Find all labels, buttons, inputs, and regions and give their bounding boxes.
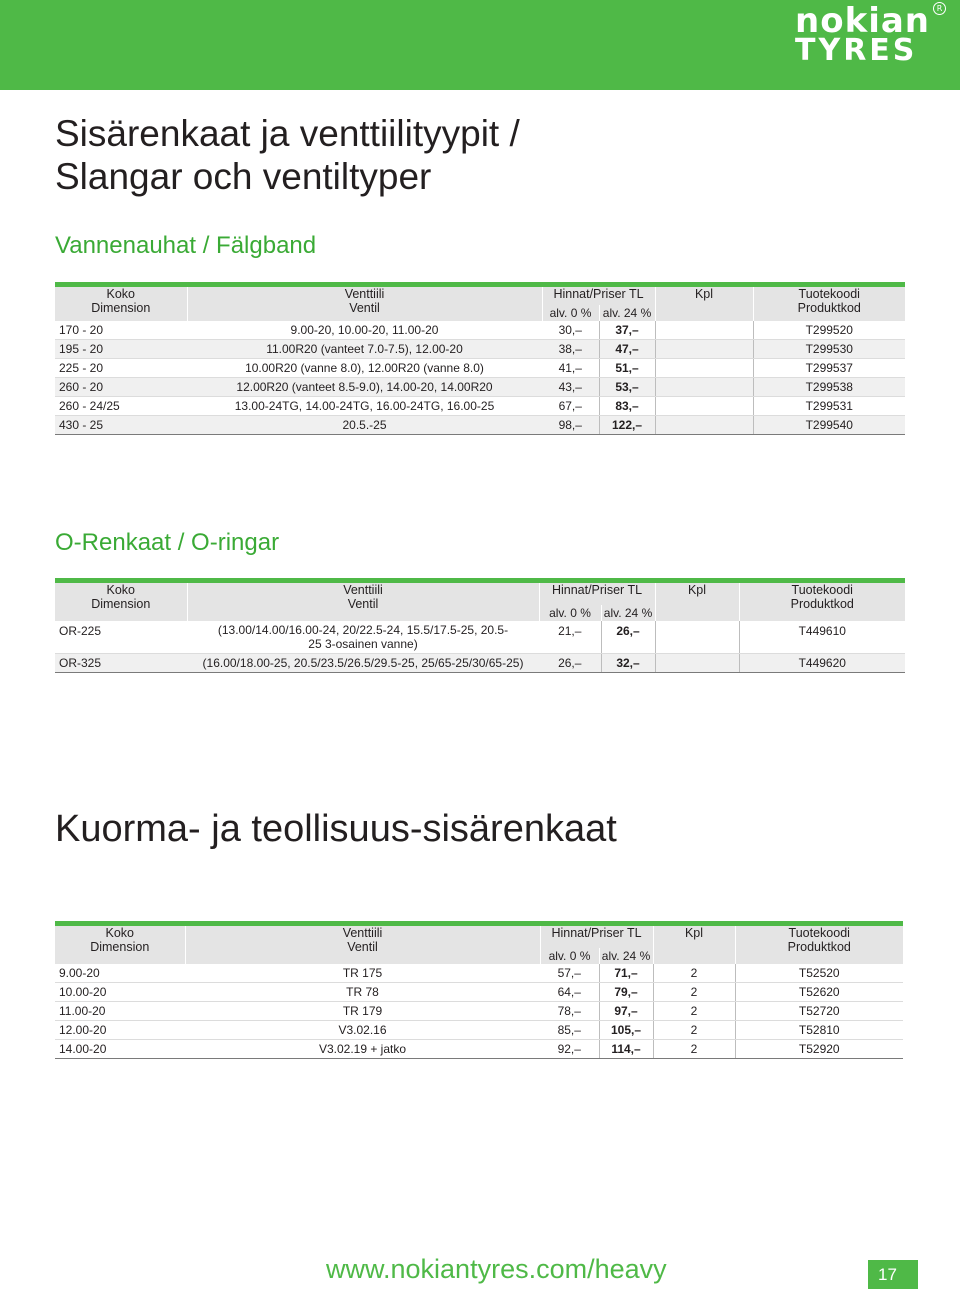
cell-price-vat0: 64,–	[540, 983, 599, 1002]
truck-tubes-table	[55, 921, 903, 1059]
table-row	[55, 983, 903, 1002]
cell-price-vat24: 105,–	[599, 1021, 653, 1040]
header-qty: Kpl	[653, 926, 735, 964]
cell-product-code: T52620	[735, 983, 903, 1002]
cell-price-vat24: 51,–	[599, 359, 655, 378]
table-row	[55, 397, 905, 416]
cell-dimension: 9.00-20	[55, 964, 185, 983]
cell-qty	[655, 416, 753, 435]
cell-valve: (13.00/14.00/16.00-24, 20/22.5-24, 15.5/17.5-25, 20.5-25 3-osainen vanne)	[187, 621, 539, 654]
cell-product-code: T52920	[735, 1040, 903, 1059]
header-product-code: Tuotekoodi Produktkod	[753, 287, 905, 321]
cell-valve: TR 78	[185, 983, 540, 1002]
table-row	[55, 378, 905, 397]
header-dimension: Koko Dimension	[55, 926, 185, 964]
cell-price-vat24: 79,–	[599, 983, 653, 1002]
cell-dimension: 225 - 20	[55, 359, 187, 378]
cell-qty: 2	[653, 1040, 735, 1059]
cell-valve: TR 175	[185, 964, 540, 983]
cell-dimension: OR-325	[55, 654, 187, 673]
header-price-vat0: alv. 0 %	[539, 605, 601, 621]
cell-product-code: T299530	[753, 340, 905, 359]
header-price-vat24: alv. 24 %	[601, 605, 655, 621]
cell-valve: 10.00R20 (vanne 8.0), 12.00R20 (vanne 8.0)	[187, 359, 542, 378]
cell-valve: 12.00R20 (vanteet 8.5-9.0), 14.00-20, 14.00R20	[187, 378, 542, 397]
header-valve: Venttiili Ventil	[185, 926, 540, 964]
header-price-vat24: alv. 24 %	[599, 948, 653, 964]
cell-product-code: T299537	[753, 359, 905, 378]
page-title-line1: Sisärenkaat ja venttiilityypit /	[55, 113, 520, 154]
table-row	[55, 359, 905, 378]
cell-valve: (16.00/18.00-25, 20.5/23.5/26.5/29.5-25, 25/65-25/30/65-25)	[187, 654, 539, 673]
cell-dimension: 14.00-20	[55, 1040, 185, 1059]
cell-product-code: T299538	[753, 378, 905, 397]
cell-price-vat0: 92,–	[540, 1040, 599, 1059]
cell-dimension: 195 - 20	[55, 340, 187, 359]
cell-price-vat0: 67,–	[542, 397, 599, 416]
header-valve: Venttiili Ventil	[187, 287, 542, 321]
cell-qty	[655, 378, 753, 397]
nokian-tyres-logo	[795, 1, 943, 68]
cell-valve: V3.02.19 + jatko	[185, 1040, 540, 1059]
cell-product-code: T52720	[735, 1002, 903, 1021]
table-row	[55, 1002, 903, 1021]
cell-qty	[655, 621, 739, 654]
cell-qty: 2	[653, 983, 735, 1002]
header-product-code: Tuotekoodi Produktkod	[739, 583, 905, 621]
header-valve: Venttiili Ventil	[187, 583, 539, 621]
cell-dimension: 260 - 20	[55, 378, 187, 397]
header-product-code: Tuotekoodi Produktkod	[735, 926, 903, 964]
header-price-vat0: alv. 0 %	[540, 948, 599, 964]
cell-price-vat0: 78,–	[540, 1002, 599, 1021]
cell-qty	[655, 340, 753, 359]
table-row	[55, 1040, 903, 1059]
cell-valve: 20.5.-25	[187, 416, 542, 435]
rim-flaps-table	[55, 282, 905, 435]
page-number: 17	[868, 1260, 918, 1289]
header-dimension: Koko Dimension	[55, 287, 187, 321]
table-row	[55, 321, 905, 340]
header-dimension: Koko Dimension	[55, 583, 187, 621]
cell-price-vat24: 26,–	[601, 621, 655, 654]
cell-valve: 9.00-20, 10.00-20, 11.00-20	[187, 321, 542, 340]
cell-price-vat24: 53,–	[599, 378, 655, 397]
cell-product-code: T52810	[735, 1021, 903, 1040]
header-prices: Hinnat/Priser TL	[540, 926, 653, 948]
cell-qty	[655, 321, 753, 340]
header-bar	[0, 0, 960, 90]
cell-dimension: 260 - 24/25	[55, 397, 187, 416]
table-row	[55, 1021, 903, 1040]
cell-valve: 11.00R20 (vanteet 7.0-7.5), 12.00-20	[187, 340, 542, 359]
section-title-rim-flaps: Vannenauhat / Fälgband	[55, 232, 317, 259]
footer-url-link[interactable]: www.nokiantyres.com/heavy	[326, 1254, 667, 1284]
cell-valve: V3.02.16	[185, 1021, 540, 1040]
cell-price-vat0: 85,–	[540, 1021, 599, 1040]
cell-price-vat24: 71,–	[599, 964, 653, 983]
header-qty: Kpl	[655, 583, 739, 621]
cell-valve: 13.00-24TG, 14.00-24TG, 16.00-24TG, 16.00-25	[187, 397, 542, 416]
table-row	[55, 964, 903, 983]
cell-price-vat24: 32,–	[601, 654, 655, 673]
header-qty: Kpl	[655, 287, 753, 321]
table-row	[55, 621, 905, 654]
cell-valve: TR 179	[185, 1002, 540, 1021]
page-title	[55, 112, 520, 198]
cell-qty	[655, 654, 739, 673]
cell-product-code: T299531	[753, 397, 905, 416]
cell-price-vat24: 122,–	[599, 416, 655, 435]
cell-dimension: 11.00-20	[55, 1002, 185, 1021]
cell-price-vat0: 26,–	[539, 654, 601, 673]
cell-dimension: 12.00-20	[55, 1021, 185, 1040]
cell-qty: 2	[653, 1021, 735, 1040]
cell-dimension: 10.00-20	[55, 983, 185, 1002]
o-rings-table	[55, 578, 905, 673]
cell-product-code: T449610	[739, 621, 905, 654]
cell-price-vat24: 83,–	[599, 397, 655, 416]
header-prices: Hinnat/Priser TL	[542, 287, 655, 305]
registered-mark-icon: R	[933, 2, 946, 15]
header-prices: Hinnat/Priser TL	[539, 583, 655, 605]
page-title-line2: Slangar och ventiltyper	[55, 156, 432, 197]
cell-price-vat24: 114,–	[599, 1040, 653, 1059]
cell-product-code: T52520	[735, 964, 903, 983]
header-price-vat0: alv. 0 %	[542, 305, 599, 321]
cell-price-vat0: 98,–	[542, 416, 599, 435]
cell-price-vat0: 41,–	[542, 359, 599, 378]
cell-price-vat0: 57,–	[540, 964, 599, 983]
cell-qty: 2	[653, 1002, 735, 1021]
table-row	[55, 340, 905, 359]
section-title-o-rings: O-Renkaat / O-ringar	[55, 529, 280, 556]
cell-qty: 2	[653, 964, 735, 983]
header-price-vat24: alv. 24 %	[599, 305, 655, 321]
section-title-truck-industrial-tubes: Kuorma- ja teollisuus-sisärenkaat	[55, 808, 617, 850]
logo-wordmark-bottom: TYRES	[795, 33, 918, 68]
cell-price-vat0: 38,–	[542, 340, 599, 359]
cell-price-vat24: 37,–	[599, 321, 655, 340]
cell-product-code: T449620	[739, 654, 905, 673]
cell-dimension: 170 - 20	[55, 321, 187, 340]
cell-product-code: T299540	[753, 416, 905, 435]
table-row	[55, 654, 905, 673]
table-row	[55, 416, 905, 435]
logo-wordmark-top: nokian	[795, 1, 930, 41]
cell-dimension: 430 - 25	[55, 416, 187, 435]
cell-price-vat24: 97,–	[599, 1002, 653, 1021]
cell-price-vat0: 30,–	[542, 321, 599, 340]
cell-dimension: OR-225	[55, 621, 187, 654]
cell-qty	[655, 397, 753, 416]
cell-qty	[655, 359, 753, 378]
cell-price-vat24: 47,–	[599, 340, 655, 359]
cell-product-code: T299520	[753, 321, 905, 340]
cell-price-vat0: 43,–	[542, 378, 599, 397]
cell-price-vat0: 21,–	[539, 621, 601, 654]
